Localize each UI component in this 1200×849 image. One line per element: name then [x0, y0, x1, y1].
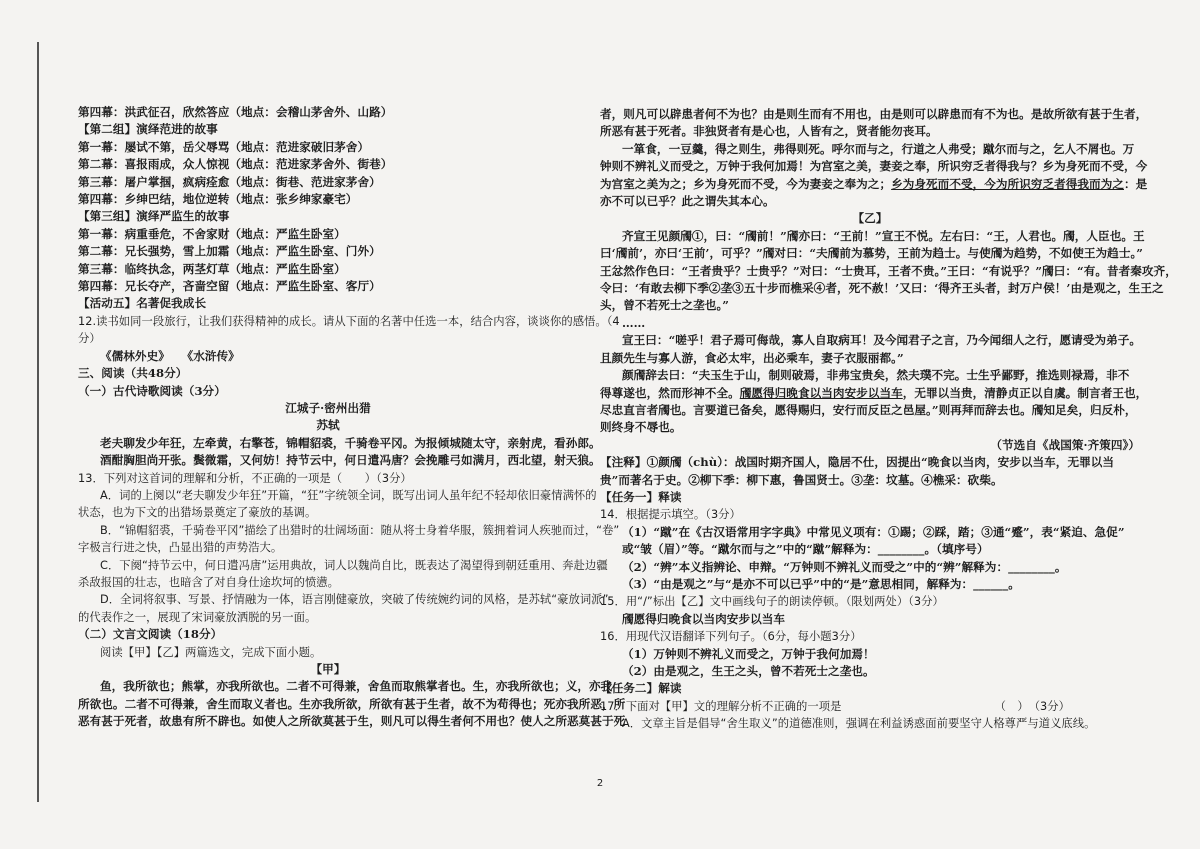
right-text-line: 14．根据提示填空。（3分）: [600, 508, 741, 522]
right-text-line: 得尊遂也，然而形神不全。斶愿得归晚食以当肉安步以当车，无罪以当贵，清静贞正以自虞。制言者王也，: [600, 385, 1148, 400]
left-text-line: C．下阕“持节云中，何日遣冯唐”运用典故，词人以魏尚自比，既表达了渴望得到朝廷重用、奔赴边疆: [100, 558, 608, 572]
left-text-line: D．全词将叙事、写景、抒情融为一体，语言刚健豪放，突破了传统婉约词的风格，是苏轼“豪放词派”: [100, 593, 609, 607]
left-text-line: 第三幕：临终执念，两茎灯草（地点：严监生卧室）: [78, 261, 346, 276]
left-text-line: 老夫聊发少年狂，左牵黄，右擎苍，锦帽貂裘，千骑卷平冈。为报倾城随太守，亲射虎，看孙郎。: [100, 435, 601, 450]
left-text-line: 分）: [78, 332, 101, 346]
right-text-line: 颜斶辞去曰：“夫玉生于山，制则破焉，非弗宝贵矣，然夫璞不完。士生乎鄙野，推选则禄焉，非不: [622, 368, 1130, 383]
right-text-line: 钟则不辨礼义而受之，万钟于我何加焉！为宫室之美，妻妾之奉，所识穷乏者得我与？乡为身死而不受，今: [600, 159, 1148, 174]
left-text-line: 所欲也。二者不可得兼，舍生而取义者也。生亦我所欲，所欲有甚于生者，故不为苟得也；死亦我所恶，所: [78, 696, 626, 711]
left-text-line: 【第二组】演绎范进的故事: [78, 122, 218, 137]
right-text-line: 亦不可以已乎？此之谓失其本心。: [600, 194, 775, 209]
right-text-line: 【注释】①颜斶（chù）：战国时期齐国人，隐居不仕，因提出“晚食以当肉，安步以当车，无罪以当: [600, 455, 1115, 470]
left-text-line: 第四幕：兄长夺产，吝啬空留（地点：严监生卧室、客厅）: [78, 279, 381, 294]
left-text-line: 字极言行进之快，凸显出猎的声势浩大。: [78, 541, 283, 555]
left-text-line: 的代表作之一，展现了宋词豪放洒脱的另一面。: [78, 610, 317, 624]
left-text-line: （二）文言文阅读（18分）: [78, 627, 223, 642]
left-text-line: 第二幕：喜报雨成，众人惊视（地点：范进家茅舍外、街巷）: [78, 157, 393, 172]
page-number: 2: [596, 778, 604, 789]
left-text-line: 酒酣胸胆尚开张。鬓微霜，又何妨！持节云中，何日遣冯唐？会挽雕弓如满月，西北望，射天狼。: [100, 453, 601, 468]
right-text-line: 为宫室之美为之；乡为身死而不受，今为妻妾之奉为之；乡为身死而不受，今为所识穷乏者得我而为之：是: [600, 176, 1148, 191]
left-text-line: 第一幕：屡试不第，岳父辱骂（地点：范进家破旧茅舍）: [78, 139, 370, 154]
right-text-line: 所恶有甚于死者。非独贤者有是心也，人皆有之，贤者能勿丧耳。: [600, 124, 938, 139]
right-text-line: 令曰：‘有敢去柳下季②垄③五十步而樵采④者，死不赦！’又曰：‘得齐王头者，封万户侯！’由是观之，生王之: [600, 281, 1164, 296]
left-text-line: 【活动五】名著促我成长: [78, 296, 207, 311]
right-text-line: 者，则凡可以辟患者何不为也？由是则生而有不用也，由是则可以辟患而有不为也。是故所欲有甚于生者，: [600, 107, 1148, 121]
left-text-line: 三、阅读（共48分）: [78, 366, 188, 381]
left-text-line: 第四幕：洪武征召，欣然答应（地点：会稽山茅舍外、山路）: [78, 105, 393, 119]
right-text-line: 一箪食，一豆羹，得之则生，弗得则死。呼尔而与之，行道之人弗受；蹴尔而与之，乞人不屑也。万: [622, 141, 1135, 156]
right-text-line: 【任务一】释读: [600, 489, 682, 504]
left-text-line: 苏轼: [316, 418, 340, 433]
right-text-line: 或“皱（眉）”等。“蹴尔而与之”中的“蹴”解释为：________。（填序号）: [622, 542, 989, 557]
left-text-line: 第一幕：病重垂危，不舍家财（地点：严监生卧室）: [78, 226, 346, 241]
left-text-line: 第三幕：屠户掌掴，疯病痊愈（地点：街巷、范进家茅舍）: [78, 174, 381, 189]
right-text-line: 齐宣王见颜斶①，曰：“斶前！”斶亦曰：“王前！”宣王不悦。左右曰：“王，人君也。斶，人臣也。王: [622, 228, 1145, 243]
left-text-line: 鱼，我所欲也；熊掌，亦我所欲也。二者不可得兼，舍鱼而取熊掌者也。生，亦我所欲也；义，亦我: [100, 679, 613, 694]
left-text-line: 江城子·密州出猎: [285, 400, 371, 415]
left-text-line: 《儒林外史》 《水浒传》: [100, 348, 240, 363]
left-text-line: 第四幕：乡绅巴结，地位逆转（地点：张乡绅家豪宅）: [78, 192, 358, 207]
right-text-line: 【乙】: [852, 211, 888, 226]
left-text-line: 13．下列对这首词的理解和分析，不正确的一项是（ ）（3分）: [78, 471, 412, 485]
right-text-line: 宣王曰：“嗟乎！君子焉可侮哉，寡人自取病耳！及今闻君子之言，乃今闻细人之行，愿请受为弟子。: [622, 333, 1142, 348]
right-text-line: （1）万钟则不辨礼义而受之，万钟于我何加焉！: [622, 646, 875, 661]
left-text-line: 状态，也为下文的出猎场景奠定了豪放的基调。: [78, 506, 317, 520]
left-column: [78, 104, 626, 731]
right-column: [600, 106, 1177, 733]
right-text-line: 且颜先生与寡人游，食必太牢，出必乘车，妻子衣服丽都。”: [600, 350, 904, 365]
left-text-line: （一）古代诗歌阅读（3分）: [78, 383, 226, 398]
right-text-line: 王忿然作色曰：“王者贵乎？士贵乎？”对曰：“士贵耳，王者不贵。”王曰：“有说乎？”斶曰：“有。昔者秦攻齐，: [600, 263, 1177, 278]
right-text-line: 15．用“/”标出【乙】文中画线句子的朗读停顿。（限划两处）（3分）: [600, 595, 944, 609]
binding-margin-line: [37, 42, 39, 802]
right-text-line: （2）“辨”本义指辨论、申辩。“万钟则不辨礼义而受之”中的“辨”解释为：________。: [622, 559, 1067, 574]
right-text-line: 尽忠直言者斶也。言要道已备矣，愿得赐归，安行而反臣之邑屋。”则再拜而辞去也。斶知足矣，归反朴，: [600, 402, 1137, 417]
left-text-line: 阅读【甲】【乙】两篇选文，完成下面小题。: [100, 645, 322, 659]
right-text-line: A．文章主旨是倡导“舍生取义”的道德准则，强调在利益诱惑面前要坚守人格尊严与道义底线。: [622, 717, 1096, 731]
left-text-line: A．词的上阕以“老夫聊发少年狂”开篇，“狂”字统领全词，既写出词人虽年纪不轻却依旧豪情满怀的: [100, 488, 597, 502]
left-text-line: 恶有甚于死者，故患有所不辟也。如使人之所欲莫甚于生，则凡可以得生者何不用也？使人之所恶莫甚于死: [78, 714, 626, 729]
left-text-line: 12.读书如同一段旅行，让我们获得精神的成长。请从下面的名著中任选一本，结合内容，谈谈你的感悟。（4: [78, 314, 620, 328]
right-text-line: （3）“由是观之”与“是亦不可以已乎”中的“是”意思相同，解释为：______。: [622, 576, 1020, 591]
right-text-line: （2）由是观之，生王之头，曾不若死士之垄也。: [622, 664, 875, 678]
right-text-line: 16．用现代汉语翻译下列句子。（6分，每小题3分）: [600, 630, 862, 644]
right-text-line: （节选自《战国策·齐策四》）: [990, 437, 1140, 452]
left-text-line: B．“锦帽貂裘，千骑卷平冈”描绘了出猎时的壮阔场面：随从将士身着华服，簇拥着词人疾驰而过，“卷”: [100, 523, 620, 537]
underlined-sentence: 斶愿得归晚食以当肉安步以当车: [739, 385, 903, 400]
right-text-line: 则终身不辱也。: [600, 420, 682, 435]
left-text-line: 第二幕：兄长强势，雪上加霜（地点：严监生卧室、门外）: [78, 244, 381, 259]
right-text-line: 头，曾不若死士之垄也。”: [600, 298, 730, 313]
right-text-line: 贵”而著名于史。②柳下季：柳下惠，鲁国贤士。③垄：坟墓。④樵采：砍柴。: [600, 472, 1003, 487]
right-text-line: （1）“蹴”在《古汉语常用字字典》中常见义项有：①踢；②踩，踏；③通“蹙”，表“紧迫、急促”: [622, 524, 1125, 539]
left-text-line: 【甲】: [310, 662, 346, 676]
right-text-line: 17．下面对【甲】文的理解分析不正确的一项是 （ ） （3分）: [600, 699, 1070, 713]
left-text-line: 【第三组】演绎严监生的故事: [78, 209, 230, 224]
underlined-sentence: 乡为身死而不受，今为所识穷乏者得我而为之: [891, 176, 1124, 191]
right-text-line: 曰‘斶前’，亦曰‘王前’，可乎？”斶对曰：“夫斶前为慕势，王前为趋士。与使斶为趋势，不如使王为趋士。”: [600, 246, 1144, 261]
right-text-line: 斶愿得归晚食以当肉安步以当车: [622, 611, 786, 626]
right-text-line: ……: [622, 315, 646, 330]
left-text-line: 杀敌报国的壮志，也暗含了对自身仕途坎坷的愤懑。: [78, 575, 339, 589]
right-text-line: 【任务二】解读: [600, 681, 682, 696]
